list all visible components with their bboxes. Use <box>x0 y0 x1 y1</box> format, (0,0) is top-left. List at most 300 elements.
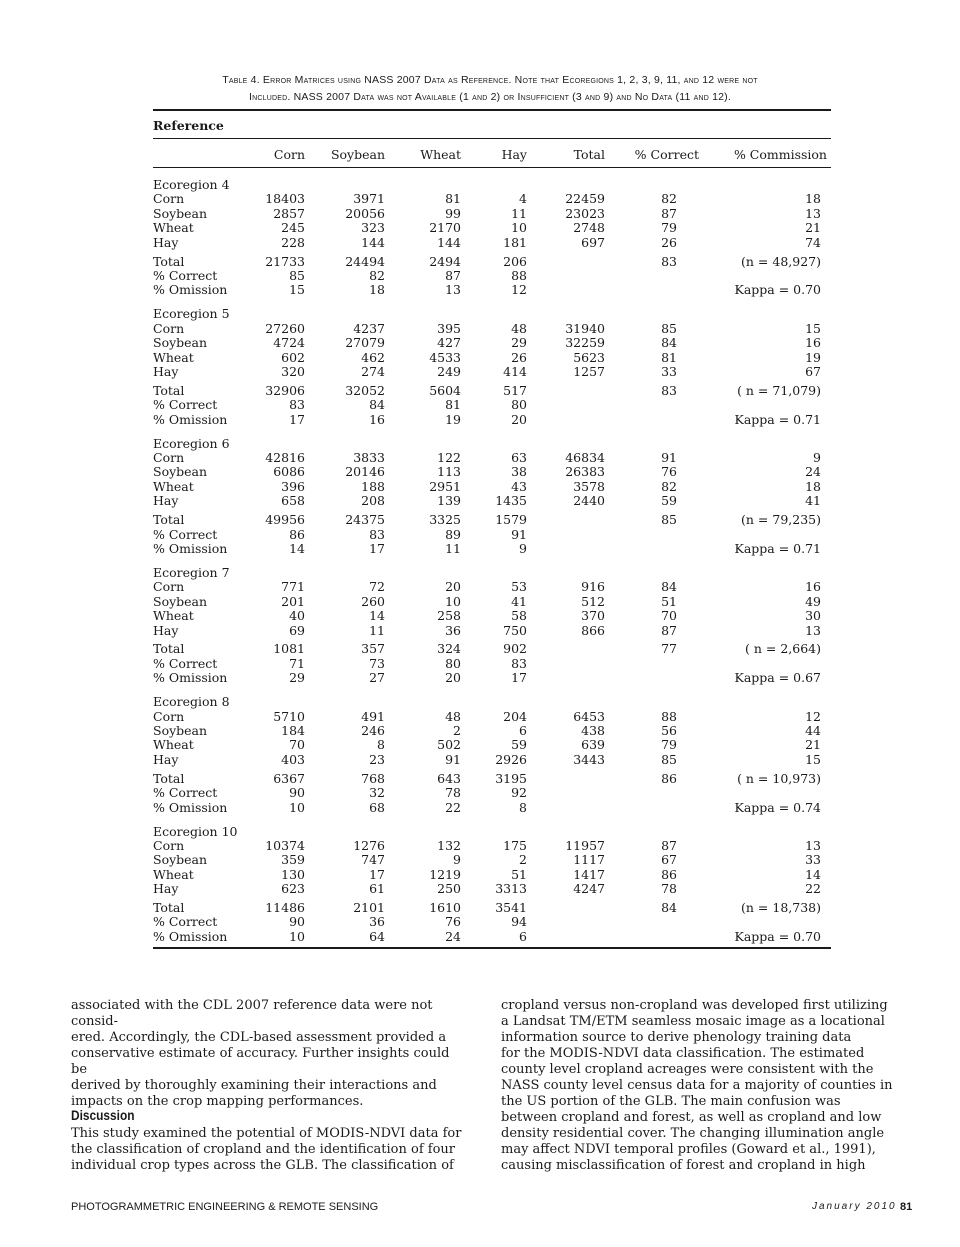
cell-total: 22459 <box>565 191 605 207</box>
cell-percent-correct: 84 <box>661 579 677 595</box>
cell-percent-correct: 79 <box>661 737 677 753</box>
row-label: Soybean <box>153 205 208 221</box>
percent-correct-row <box>153 397 831 412</box>
left-line: ered. Accordingly, the CDL-based assessment provided a <box>71 1030 447 1045</box>
cell-corn: 10374 <box>265 837 305 853</box>
cell-wheat: 249 <box>437 363 461 379</box>
cell-soybean: 17 <box>369 866 385 882</box>
percent-omission-row <box>153 800 831 815</box>
cell-total: 438 <box>581 723 605 738</box>
cell-total: 1117 <box>573 852 605 868</box>
cell-wheat: 81 <box>445 397 461 413</box>
header-hay: Hay <box>501 147 527 162</box>
total-row <box>153 512 831 527</box>
cell-corn: 2857 <box>273 205 305 221</box>
cell-soybean: 23 <box>369 751 385 767</box>
table-row <box>153 493 831 508</box>
row-label: Soybean <box>153 464 208 480</box>
cell-total: 2748 <box>573 220 605 236</box>
cell-corn: 6367 <box>273 770 305 786</box>
cell-total: 31940 <box>565 320 605 336</box>
percent-correct-row <box>153 656 831 671</box>
cell-hay: 12 <box>511 282 527 298</box>
cell-corn: 10 <box>289 928 305 944</box>
cell-soybean: 274 <box>361 363 385 379</box>
cell-soybean: 246 <box>361 723 385 738</box>
row-label: Corn <box>153 320 185 336</box>
ecoregion-title: Ecoregion 6 <box>153 435 230 451</box>
cell-corn: 403 <box>281 751 305 767</box>
cell-soybean: 73 <box>369 655 385 671</box>
cell-percent-correct: 86 <box>661 866 677 882</box>
cell-soybean: 17 <box>369 540 385 556</box>
table-row <box>153 752 831 767</box>
cell-percent-commission: 19 <box>805 349 821 365</box>
ecoregion-title-row <box>153 694 831 709</box>
cell-percent-correct: 51 <box>661 593 677 609</box>
row-label: % Correct <box>153 655 218 671</box>
sample-size: (n = 18,738) <box>741 900 821 915</box>
cell-corn: 359 <box>281 852 305 868</box>
kappa-value: Kappa = 0.71 <box>734 411 821 427</box>
row-label: Soybean <box>153 335 208 351</box>
cell-percent-commission: 18 <box>805 191 821 207</box>
cell-hay: 38 <box>511 464 527 480</box>
cell-hay: 83 <box>511 655 527 671</box>
cell-wheat: 502 <box>437 737 461 753</box>
cell-wheat: 122 <box>437 450 461 465</box>
cell-soybean: 27079 <box>345 335 385 351</box>
cell-percent-commission: 49 <box>805 593 821 609</box>
cell-corn: 40 <box>289 608 305 624</box>
cell-wheat: 24 <box>445 928 461 944</box>
table-caption <box>150 72 830 106</box>
table-row <box>153 350 831 365</box>
cell-wheat: 91 <box>445 751 461 767</box>
cell-hay: 11 <box>511 205 527 221</box>
row-label: Total <box>153 382 185 398</box>
cell-hay: 6 <box>519 928 527 944</box>
table-row <box>153 364 831 379</box>
cell-percent-commission: 18 <box>805 478 821 494</box>
row-label: % Omission <box>153 799 228 815</box>
cell-percent-correct: 87 <box>661 622 677 638</box>
left-line: the classification of cropland and the identification of four <box>71 1142 456 1157</box>
cell-corn: 184 <box>281 723 305 738</box>
left-line: individual crop types across the GLB. The classification of <box>71 1158 454 1173</box>
cell-percent-correct: 56 <box>661 723 677 738</box>
cell-soybean: 8 <box>377 737 385 753</box>
cell-soybean: 16 <box>369 411 385 427</box>
cell-corn: 83 <box>289 397 305 413</box>
row-label: % Omission <box>153 670 228 686</box>
left-line: This study examined the potential of MODIS-NDVI data for <box>71 1126 462 1141</box>
cell-percent-commission: 74 <box>805 234 821 250</box>
cell-hay: 1435 <box>495 493 527 509</box>
cell-wheat: 2170 <box>429 220 461 236</box>
cell-wheat: 22 <box>445 799 461 815</box>
cell-soybean: 1276 <box>353 837 385 853</box>
percent-correct-row <box>153 914 831 929</box>
cell-percent-correct: 67 <box>661 852 677 868</box>
cell-hay: 88 <box>511 267 527 283</box>
cell-wheat: 258 <box>437 608 461 624</box>
right-line: NASS county level census data for a majority of counties in <box>501 1078 893 1093</box>
cell-soybean: 20056 <box>345 205 385 221</box>
cell-total: 3443 <box>573 751 605 767</box>
table-top-rule <box>153 109 831 111</box>
cell-wheat: 78 <box>445 785 461 801</box>
cell-soybean: 61 <box>369 881 385 897</box>
cell-soybean: 3833 <box>353 450 385 465</box>
header-wheat: Wheat <box>420 147 461 162</box>
cell-hay: 48 <box>511 320 527 336</box>
ecoregion-title: Ecoregion 4 <box>153 177 230 192</box>
cell-wheat: 132 <box>437 837 461 853</box>
cell-percent-commission: 12 <box>805 708 821 724</box>
row-label: % Correct <box>153 914 218 930</box>
cell-total: 26383 <box>565 464 605 480</box>
cell-corn: 1081 <box>273 641 305 657</box>
cell-soybean: 32 <box>369 785 385 801</box>
ecoregion-title-row <box>153 177 831 192</box>
cell-soybean: 491 <box>361 708 385 724</box>
cell-wheat: 13 <box>445 282 461 298</box>
cell-percent-correct: 87 <box>661 205 677 221</box>
cell-percent-correct: 76 <box>661 464 677 480</box>
cell-corn: 5710 <box>273 708 305 724</box>
cell-wheat: 113 <box>437 464 461 480</box>
cell-percent-commission: 13 <box>805 205 821 221</box>
cell-corn: 11486 <box>265 900 305 915</box>
table-row <box>153 579 831 594</box>
cell-hay: 3195 <box>495 770 527 786</box>
cell-total: 32259 <box>565 335 605 351</box>
cell-corn: 27260 <box>265 320 305 336</box>
ecoregion-title-row <box>153 824 831 839</box>
footer-date: January 2010 <box>812 1201 897 1212</box>
cell-wheat: 250 <box>437 881 461 897</box>
cell-soybean: 260 <box>361 593 385 609</box>
cell-soybean: 4237 <box>353 320 385 336</box>
cell-hay: 1579 <box>495 512 527 528</box>
footer-page-number: 81 <box>900 1201 913 1213</box>
total-row <box>153 254 831 269</box>
percent-correct-row <box>153 268 831 283</box>
right-line: county level cropland acreages were consistent with the <box>501 1062 874 1077</box>
row-label: Soybean <box>153 593 208 609</box>
ecoregion-title: Ecoregion 5 <box>153 306 230 322</box>
cell-percent-correct: 78 <box>661 881 677 897</box>
cell-hay: 10 <box>511 220 527 236</box>
row-label: Wheat <box>153 478 194 494</box>
cell-hay: 80 <box>511 397 527 413</box>
right-line: cropland versus non-cropland was developed first utilizing <box>501 998 888 1013</box>
table-row <box>153 191 831 206</box>
reference-label: Reference <box>153 118 224 133</box>
cell-percent-commission: 15 <box>805 751 821 767</box>
row-label: Corn <box>153 579 185 595</box>
cell-wheat: 144 <box>437 234 461 250</box>
cell-soybean: 357 <box>361 641 385 657</box>
cell-corn: 396 <box>281 478 305 494</box>
cell-soybean: 32052 <box>345 382 385 398</box>
percent-omission-row <box>153 541 831 556</box>
cell-hay: 17 <box>511 670 527 686</box>
cell-percent-commission: 21 <box>805 737 821 753</box>
right-line: information source to derive phenology training data <box>501 1030 852 1045</box>
cell-percent-correct: 91 <box>661 450 677 465</box>
sample-size: ( n = 2,664) <box>745 641 821 657</box>
cell-wheat: 99 <box>445 205 461 221</box>
cell-soybean: 208 <box>361 493 385 509</box>
kappa-value: Kappa = 0.70 <box>734 282 821 298</box>
cell-wheat: 139 <box>437 493 461 509</box>
cell-total: 639 <box>581 737 605 753</box>
sample-size: (n = 48,927) <box>741 253 821 269</box>
overall-accuracy: 83 <box>661 382 677 398</box>
cell-hay: 902 <box>503 641 527 657</box>
discussion-heading: Discussion <box>71 1107 135 1123</box>
table-row <box>153 881 831 896</box>
kappa-value: Kappa = 0.70 <box>734 928 821 944</box>
left-line: impacts on the crop mapping performances. <box>71 1094 364 1109</box>
cell-hay: 91 <box>511 526 527 542</box>
row-label: Hay <box>153 234 179 250</box>
cell-soybean: 20146 <box>345 464 385 480</box>
table-row <box>153 608 831 623</box>
cell-wheat: 2951 <box>429 478 461 494</box>
table-row <box>153 206 831 221</box>
cell-soybean: 36 <box>369 914 385 930</box>
cell-total: 866 <box>581 622 605 638</box>
caption-line-1: Table 4. Error Matrices using NASS 2007 Data as Reference. Note that Ecoregions 1, 2, 3, 9, 11, and 12 were not <box>222 74 758 86</box>
row-label: % Correct <box>153 397 218 413</box>
cell-percent-correct: 85 <box>661 751 677 767</box>
cell-wheat: 3325 <box>429 512 461 528</box>
cell-corn: 658 <box>281 493 305 509</box>
cell-percent-correct: 82 <box>661 191 677 207</box>
percent-omission-row <box>153 670 831 685</box>
cell-percent-correct: 70 <box>661 608 677 624</box>
row-label: % Omission <box>153 282 228 298</box>
header-corn: Corn <box>273 147 305 162</box>
row-label: Total <box>153 512 185 528</box>
row-label: Hay <box>153 363 179 379</box>
cell-hay: 29 <box>511 335 527 351</box>
cell-corn: 201 <box>281 593 305 609</box>
cell-percent-commission: 44 <box>805 723 821 738</box>
cell-total: 916 <box>581 579 605 595</box>
cell-corn: 85 <box>289 267 305 283</box>
row-label: Hay <box>153 493 179 509</box>
cell-corn: 15 <box>289 282 305 298</box>
row-label: Wheat <box>153 220 194 236</box>
cell-hay: 206 <box>503 253 527 269</box>
cell-corn: 6086 <box>273 464 305 480</box>
cell-wheat: 80 <box>445 655 461 671</box>
footer-journal: PHOTOGRAMMETRIC ENGINEERING & REMOTE SENSING <box>71 1201 379 1213</box>
table-row <box>153 220 831 235</box>
cell-wheat: 2 <box>453 723 461 738</box>
cell-wheat: 10 <box>445 593 461 609</box>
cell-hay: 414 <box>503 363 527 379</box>
ecoregion-title-row <box>153 436 831 451</box>
ecoregion-title: Ecoregion 7 <box>153 564 230 580</box>
row-label: Hay <box>153 622 179 638</box>
cell-soybean: 747 <box>361 852 385 868</box>
cell-hay: 92 <box>511 785 527 801</box>
cell-hay: 2 <box>519 852 527 868</box>
row-label: Total <box>153 253 185 269</box>
cell-total: 11957 <box>565 837 605 853</box>
cell-corn: 29 <box>289 670 305 686</box>
right-line: between cropland and forest, as well as cropland and low <box>501 1110 882 1125</box>
row-label: Wheat <box>153 737 194 753</box>
reference-rule <box>153 138 831 139</box>
cell-soybean: 144 <box>361 234 385 250</box>
cell-hay: 51 <box>511 866 527 882</box>
table-row <box>153 867 831 882</box>
cell-percent-commission: 30 <box>805 608 821 624</box>
cell-wheat: 20 <box>445 579 461 595</box>
row-label: Corn <box>153 708 185 724</box>
row-label: Hay <box>153 751 179 767</box>
cell-wheat: 395 <box>437 320 461 336</box>
cell-corn: 10 <box>289 799 305 815</box>
cell-total: 5623 <box>573 349 605 365</box>
cell-corn: 245 <box>281 220 305 236</box>
row-label: % Omission <box>153 540 228 556</box>
cell-percent-commission: 16 <box>805 335 821 351</box>
cell-percent-commission: 21 <box>805 220 821 236</box>
cell-soybean: 24375 <box>345 512 385 528</box>
overall-accuracy: 83 <box>661 253 677 269</box>
row-label: Wheat <box>153 349 194 365</box>
cell-corn: 130 <box>281 866 305 882</box>
cell-wheat: 76 <box>445 914 461 930</box>
cell-total: 1417 <box>573 866 605 882</box>
cell-soybean: 14 <box>369 608 385 624</box>
table-row <box>153 321 831 336</box>
cell-hay: 53 <box>511 579 527 595</box>
cell-hay: 8 <box>519 799 527 815</box>
percent-omission-row <box>153 929 831 944</box>
row-label: Wheat <box>153 866 194 882</box>
row-label: % Omission <box>153 928 228 944</box>
table-row <box>153 723 831 738</box>
cell-total: 2440 <box>573 493 605 509</box>
cell-corn: 771 <box>281 579 305 595</box>
cell-wheat: 427 <box>437 335 461 351</box>
cell-corn: 17 <box>289 411 305 427</box>
cell-percent-commission: 13 <box>805 622 821 638</box>
table-row <box>153 594 831 609</box>
cell-total: 3578 <box>573 478 605 494</box>
right-line: the US portion of the GLB. The main confusion was <box>501 1094 841 1109</box>
sample-size: (n = 79,235) <box>741 512 821 528</box>
total-row <box>153 900 831 915</box>
cell-wheat: 1610 <box>429 900 461 915</box>
left-line: associated with the CDL 2007 reference data were not consid- <box>71 998 433 1029</box>
ecoregion-title-row <box>153 565 831 580</box>
cell-corn: 90 <box>289 914 305 930</box>
ecoregion-title: Ecoregion 10 <box>153 823 238 839</box>
cell-soybean: 323 <box>361 220 385 236</box>
right-line: a Landsat TM/ETM seamless mosaic image as a locational <box>501 1014 885 1029</box>
row-label: Corn <box>153 191 185 207</box>
cell-hay: 9 <box>519 540 527 556</box>
row-label: Soybean <box>153 723 208 738</box>
cell-soybean: 27 <box>369 670 385 686</box>
cell-soybean: 462 <box>361 349 385 365</box>
cell-total: 370 <box>581 608 605 624</box>
cell-corn: 69 <box>289 622 305 638</box>
cell-percent-correct: 85 <box>661 320 677 336</box>
cell-soybean: 188 <box>361 478 385 494</box>
table-row <box>153 464 831 479</box>
cell-percent-commission: 16 <box>805 579 821 595</box>
row-label: Total <box>153 900 185 915</box>
cell-corn: 4724 <box>273 335 305 351</box>
sample-size: ( n = 10,973) <box>737 770 821 786</box>
row-label: Total <box>153 641 185 657</box>
cell-percent-commission: 33 <box>805 852 821 868</box>
left-line: conservative estimate of accuracy. Further insights could be <box>71 1046 450 1077</box>
cell-soybean: 768 <box>361 770 385 786</box>
row-label: % Correct <box>153 785 218 801</box>
cell-percent-correct: 81 <box>661 349 677 365</box>
cell-corn: 49956 <box>265 512 305 528</box>
table-row <box>153 235 831 250</box>
percent-omission-row <box>153 412 831 427</box>
right-line: causing misclassification of forest and cropland in high <box>501 1158 866 1173</box>
kappa-value: Kappa = 0.74 <box>734 799 821 815</box>
cell-wheat: 2494 <box>429 253 461 269</box>
cell-hay: 3541 <box>495 900 527 915</box>
caption-line-2: Included. NASS 2007 Data was not Available (1 and 2) or Insufficient (3 and 9) and No Data (11 and 12). <box>249 91 731 103</box>
cell-wheat: 1219 <box>429 866 461 882</box>
cell-hay: 3313 <box>495 881 527 897</box>
cell-percent-correct: 79 <box>661 220 677 236</box>
cell-wheat: 643 <box>437 770 461 786</box>
cell-soybean: 72 <box>369 579 385 595</box>
cell-hay: 94 <box>511 914 527 930</box>
cell-wheat: 48 <box>445 708 461 724</box>
cell-corn: 90 <box>289 785 305 801</box>
row-label: Corn <box>153 837 185 853</box>
cell-total: 23023 <box>565 205 605 221</box>
cell-percent-correct: 82 <box>661 478 677 494</box>
overall-accuracy: 85 <box>661 512 677 528</box>
cell-wheat: 87 <box>445 267 461 283</box>
cell-wheat: 81 <box>445 191 461 207</box>
kappa-value: Kappa = 0.71 <box>734 540 821 556</box>
cell-hay: 517 <box>503 382 527 398</box>
cell-hay: 175 <box>503 837 527 853</box>
table-header-row <box>153 147 831 162</box>
cell-total: 46834 <box>565 450 605 465</box>
table-row <box>153 623 831 638</box>
cell-corn: 320 <box>281 363 305 379</box>
total-row <box>153 641 831 656</box>
row-label: Soybean <box>153 852 208 868</box>
cell-soybean: 2101 <box>353 900 385 915</box>
header-percent-correct: % Correct <box>634 147 699 162</box>
cell-corn: 602 <box>281 349 305 365</box>
cell-wheat: 11 <box>445 540 461 556</box>
cell-corn: 21733 <box>265 253 305 269</box>
